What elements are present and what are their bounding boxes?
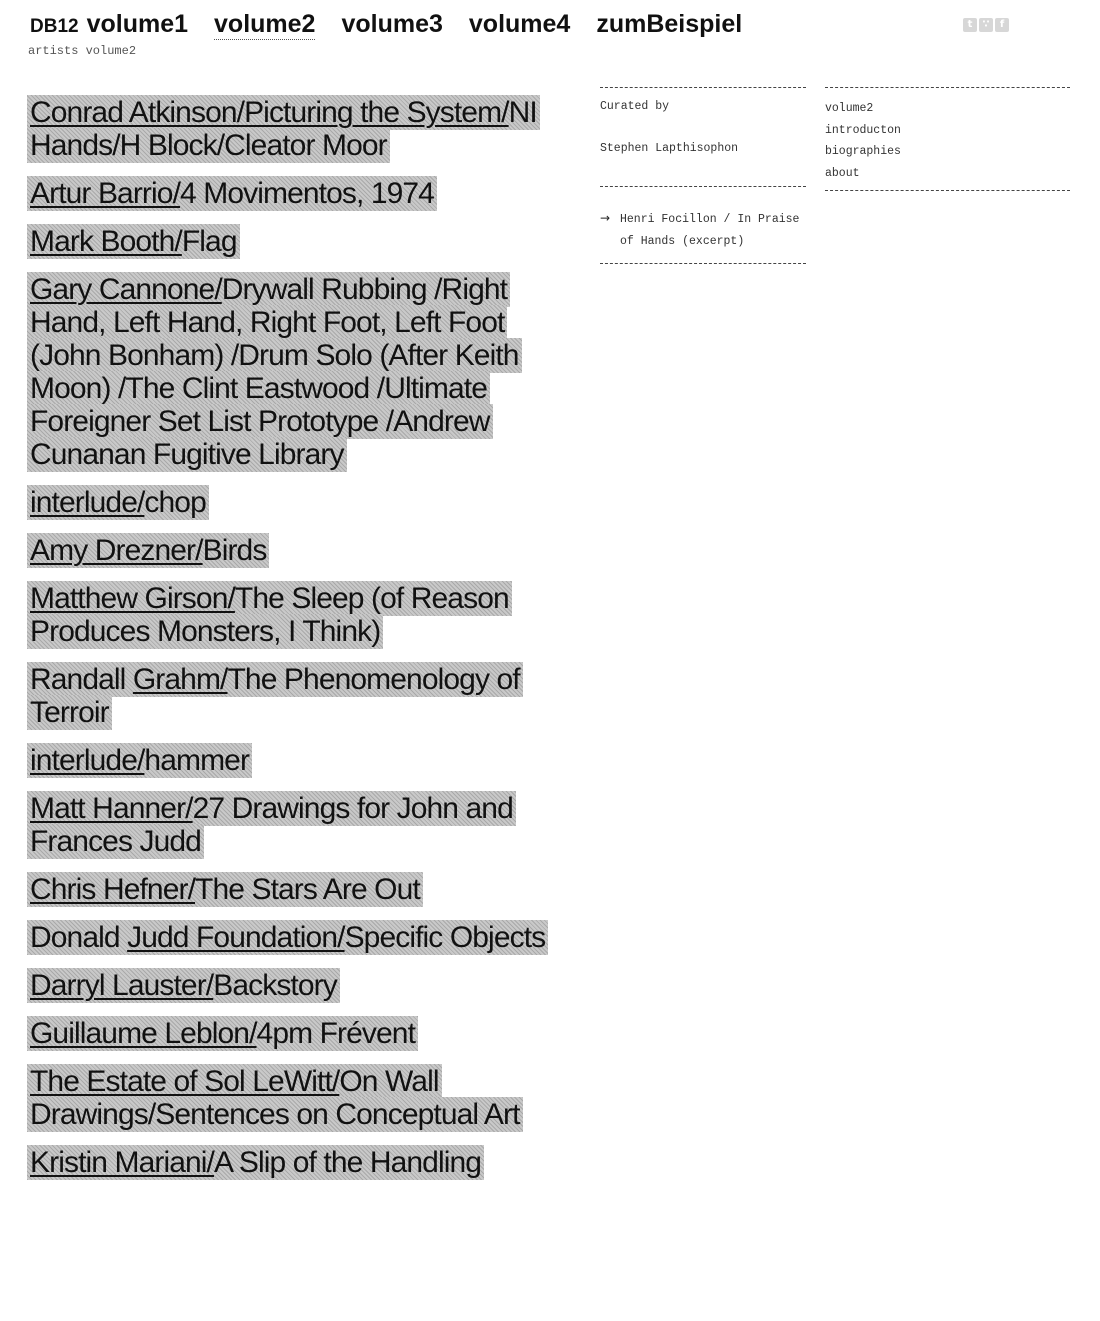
menu-item-volume2[interactable]: volume2 [825,102,874,115]
nav-volume3[interactable]: volume3 [341,10,443,38]
artist-link[interactable]: Conrad Atkinson/Picturing the System/ [30,96,509,129]
twitter-icon[interactable]: t [963,18,977,32]
divider [825,87,1070,88]
artist-entry [27,743,252,778]
work-title: Flag [181,225,237,258]
artist-list-item [27,1017,559,1050]
artist-link[interactable]: Judd Foundation/ [127,921,345,954]
nav-zumbeispiel[interactable]: zumBeispiel [596,10,743,38]
nav-volume2[interactable]: volume2 [214,10,316,38]
curator-panel [600,87,806,187]
artist-entry [27,1064,523,1132]
artist-entry [27,920,548,955]
breadcrumb: artists volume2 [28,44,137,58]
artist-list [27,96,559,1194]
artist-prefix: Donald [30,921,128,954]
artist-list-item [27,1146,559,1179]
artist-prefix: Randall [30,663,133,696]
artist-list-item [27,969,559,1002]
artist-list-item [27,663,559,729]
artist-list-item [27,873,559,906]
curated-by-label: Curated by [600,100,670,113]
essay-panel [600,187,806,264]
artist-entry [27,581,512,649]
artist-link[interactable]: The Estate of Sol LeWitt/ [30,1065,340,1098]
artist-link[interactable]: Gary Cannone/ [30,273,222,306]
menu-item-about[interactable]: about [825,166,860,180]
artist-list-item [27,96,559,162]
artist-link[interactable]: Mark Booth/ [30,225,182,258]
artist-entry [27,272,522,472]
artist-link[interactable]: interlude/ [30,744,145,777]
work-title: The Sleep (of Reason Produces Monsters, I Think) [30,582,509,648]
artist-entry [27,872,423,907]
artist-entry [27,224,240,259]
social-links [963,18,1009,32]
work-title: Backstory [213,969,337,1002]
essay-title: Henri Focillon / In Praise of Hands (excerpt) [620,213,800,248]
facebook-icon[interactable]: f [995,18,1009,32]
artist-link[interactable]: Grahm/ [132,663,228,696]
essay-link[interactable] [600,207,806,253]
nav-volume4[interactable]: volume4 [468,10,571,38]
work-title: On Wall Drawings/Sentences on Conceptual Art [30,1065,520,1131]
work-title: hammer [144,744,250,777]
artist-link[interactable]: Chris Hefner/ [30,873,196,906]
artist-link[interactable]: Amy Drezner/ [30,534,203,567]
artist-list-item [27,1065,559,1131]
artist-entry [27,1016,418,1051]
artist-list-item [27,792,559,858]
artist-link[interactable]: Artur Barrio/ [30,177,181,210]
artist-entry [27,791,516,859]
artist-link[interactable]: Matthew Girson/ [30,582,235,615]
work-title: chop [144,486,206,519]
artist-entry [27,176,437,211]
brand-logo[interactable]: DB12 [30,16,79,37]
artist-link[interactable]: Guillaume Leblon/ [30,1017,257,1050]
arrow-right-icon: → [600,211,611,225]
artist-link[interactable]: Matt Hanner/ [30,792,193,825]
menu-item-biographies[interactable]: biographies [825,145,901,158]
work-title: NI Hands/H Block/Cleator Moor [30,96,537,162]
curator-name: Stephen Lapthisophon [600,142,739,155]
menu-item-introduction[interactable]: introducton [825,123,901,137]
work-title: Specific Objects [344,921,546,954]
work-title: Birds [202,534,267,567]
artist-entry [27,533,269,568]
artist-list-item [27,582,559,648]
artist-link[interactable]: Kristin Mariani/ [30,1146,214,1179]
artist-link[interactable]: Darryl Lauster/ [30,969,214,1002]
divider [825,190,1070,191]
artist-entry [27,1145,484,1180]
work-title: The Phenomenology of Terroir [30,663,520,729]
top-navigation [30,10,768,44]
work-title: A Slip of the Handling [213,1146,482,1179]
artist-list-item [27,921,559,954]
artist-entry [27,662,523,730]
work-title: 4 Movimentos, 1974 [180,177,434,210]
artist-list-item [27,744,559,777]
rss-icon[interactable]: ∵ [979,18,993,32]
artist-entry [27,485,209,520]
artist-entry [27,95,540,163]
divider [600,263,806,264]
artist-entry [27,968,340,1003]
work-title: 4pm Frévent [256,1017,416,1050]
artist-list-item [27,273,559,471]
volume-menu [825,87,1070,191]
nav-volume1[interactable]: volume1 [86,10,189,38]
artist-link[interactable]: interlude/ [30,486,145,519]
artist-list-item [27,486,559,519]
work-title: Drywall Rubbing /Right Hand, Left Hand, Right Foot, Left Foot (John Bonham) /Drum Solo (After Keith Moon) /The Clint Eastwood /Ultimate Foreigner Set List Prototype /Andrew Cunanan Fugitive Library [30,273,519,471]
work-title: 27 Drawings for John and Frances Judd [30,792,513,858]
artist-list-item [27,225,559,258]
divider [600,87,806,88]
artist-list-item [27,177,559,210]
artist-list-item [27,534,559,567]
work-title: The Stars Are Out [195,873,420,906]
